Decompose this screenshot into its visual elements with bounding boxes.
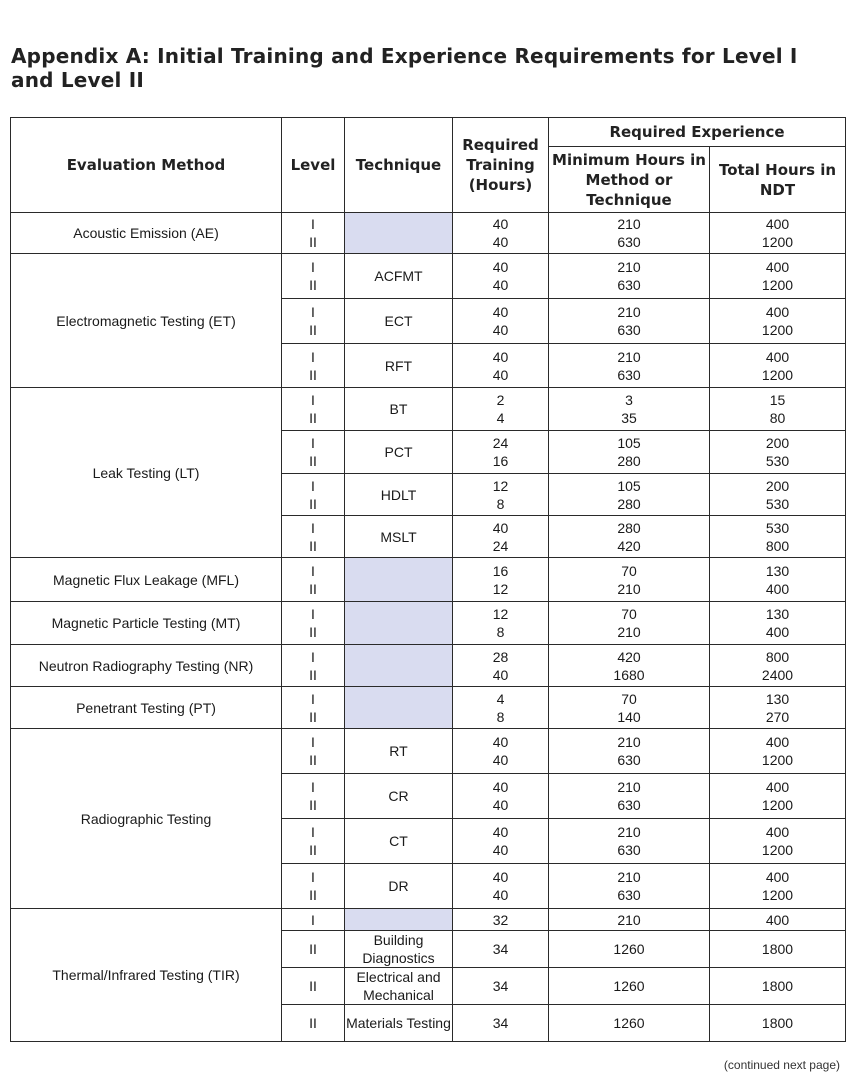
level-value: II — [309, 453, 317, 469]
training-cell — [453, 431, 549, 474]
minimum-hours-cell — [549, 774, 710, 819]
minimum-hours-value: 35 — [621, 410, 637, 426]
level-cell — [282, 931, 345, 968]
training-value: 12 — [492, 606, 509, 622]
level-value: II — [309, 887, 317, 903]
total-hours-value: 1200 — [761, 322, 794, 338]
training-value: 4 — [496, 690, 505, 707]
level-value: II — [309, 842, 317, 858]
total-hours-value: 130 — [765, 606, 790, 622]
level-value: II — [309, 537, 317, 554]
training-value: 16 — [492, 453, 509, 469]
level-value: I — [311, 824, 315, 840]
level-value: II — [309, 234, 317, 250]
total-hours-value: 1800 — [761, 1015, 794, 1031]
training-cell — [453, 909, 549, 931]
total-hours-value: 200 — [765, 477, 790, 494]
level-value: II — [309, 708, 317, 725]
training-value: 34 — [492, 941, 509, 957]
minimum-hours-value: 630 — [617, 887, 641, 903]
evaluation-method-cell: Thermal/Infrared Testing (TIR) — [11, 909, 282, 1042]
level-cell — [282, 299, 345, 344]
total-hours-value: 1800 — [761, 978, 794, 994]
minimum-hours-cell — [549, 819, 710, 864]
minimum-hours-cell — [549, 344, 710, 388]
training-cell — [453, 931, 549, 968]
minimum-hours-value: 1260 — [613, 1015, 645, 1031]
minimum-hours-value: 280 — [617, 519, 641, 536]
minimum-hours-value: 70 — [621, 562, 637, 579]
total-hours-value: 2400 — [761, 666, 794, 683]
technique-cell: Materials Testing — [345, 1005, 453, 1042]
level-value: II — [309, 797, 317, 813]
minimum-hours-value: 210 — [617, 624, 641, 640]
minimum-hours-value: 1260 — [613, 978, 645, 994]
training-value: 40 — [492, 779, 509, 795]
training-value: 2 — [496, 392, 505, 408]
minimum-hours-value: 210 — [617, 734, 641, 750]
minimum-hours-value: 105 — [617, 477, 641, 494]
table-row — [11, 909, 846, 931]
table-row — [11, 602, 846, 645]
total-hours-value: 400 — [765, 734, 790, 750]
total-hours-value: 1200 — [761, 797, 794, 813]
minimum-hours-value: 210 — [617, 580, 641, 597]
table-row — [11, 213, 846, 254]
level-value: II — [309, 366, 317, 383]
minimum-hours-value: 3 — [625, 392, 633, 408]
evaluation-method-cell: Radiographic Testing — [11, 729, 282, 909]
header-required-training: Required Training (Hours) — [453, 118, 549, 213]
total-hours-value: 130 — [765, 690, 790, 707]
evaluation-method-cell: Magnetic Particle Testing (MT) — [11, 602, 282, 645]
level-cell — [282, 687, 345, 729]
minimum-hours-value: 1260 — [613, 941, 645, 957]
total-hours-cell — [710, 729, 846, 774]
training-value: 8 — [496, 708, 505, 725]
total-hours-value: 530 — [765, 519, 790, 536]
training-cell — [453, 213, 549, 254]
evaluation-method-cell: Magnetic Flux Leakage (MFL) — [11, 558, 282, 602]
training-value: 24 — [492, 537, 509, 554]
minimum-hours-cell — [549, 388, 710, 431]
minimum-hours-cell — [549, 931, 710, 968]
total-hours-value: 400 — [765, 348, 790, 365]
minimum-hours-value: 210 — [617, 348, 641, 365]
technique-cell: BT — [345, 388, 453, 431]
total-hours-cell — [710, 645, 846, 687]
total-hours-cell — [710, 687, 846, 729]
training-cell — [453, 774, 549, 819]
training-value: 40 — [492, 887, 509, 903]
table-body — [11, 213, 846, 1042]
level-value: II — [309, 1015, 317, 1031]
training-value: 8 — [496, 495, 505, 512]
total-hours-value: 1200 — [761, 234, 794, 250]
technique-cell: CT — [345, 819, 453, 864]
total-hours-cell — [710, 558, 846, 602]
total-hours-value: 530 — [765, 453, 790, 469]
training-value: 34 — [492, 978, 509, 994]
training-cell — [453, 602, 549, 645]
table-row — [11, 687, 846, 729]
technique-cell: Building Diagnostics — [345, 931, 453, 968]
training-cell — [453, 344, 549, 388]
total-hours-cell — [710, 431, 846, 474]
level-value: I — [311, 606, 315, 622]
total-hours-value: 200 — [765, 435, 790, 451]
total-hours-cell — [710, 344, 846, 388]
level-cell — [282, 1005, 345, 1042]
training-value: 4 — [496, 410, 505, 426]
minimum-hours-value: 70 — [621, 606, 637, 622]
minimum-hours-value: 630 — [617, 234, 641, 250]
training-cell — [453, 645, 549, 687]
header-technique: Technique — [345, 118, 453, 213]
technique-cell: PCT — [345, 431, 453, 474]
training-value: 40 — [492, 869, 509, 885]
minimum-hours-value: 630 — [617, 322, 641, 338]
technique-cell: Electrical and Mechanical — [345, 968, 453, 1005]
minimum-hours-cell — [549, 729, 710, 774]
header-total-hours: Total Hours in NDT — [710, 147, 846, 213]
minimum-hours-value: 140 — [617, 708, 641, 725]
level-value: II — [309, 666, 317, 683]
header-evaluation-method: Evaluation Method — [11, 118, 282, 213]
level-value: II — [309, 752, 317, 768]
minimum-hours-value: 70 — [621, 690, 637, 707]
minimum-hours-value: 210 — [617, 259, 641, 275]
total-hours-value: 1200 — [761, 752, 794, 768]
minimum-hours-cell — [549, 968, 710, 1005]
total-hours-cell — [710, 254, 846, 299]
total-hours-value: 400 — [765, 624, 790, 640]
requirements-table — [10, 117, 846, 1042]
training-value: 40 — [492, 366, 509, 383]
level-value: I — [311, 648, 315, 665]
training-value: 40 — [492, 734, 509, 750]
total-hours-value: 1200 — [761, 842, 794, 858]
level-cell — [282, 729, 345, 774]
total-hours-cell — [710, 968, 846, 1005]
total-hours-value: 800 — [765, 537, 790, 554]
level-cell — [282, 516, 345, 558]
level-cell — [282, 213, 345, 254]
minimum-hours-value: 280 — [617, 495, 641, 512]
technique-cell: DR — [345, 864, 453, 909]
level-value: I — [311, 477, 315, 494]
training-cell — [453, 516, 549, 558]
minimum-hours-cell — [549, 864, 710, 909]
minimum-hours-value: 630 — [617, 842, 641, 858]
total-hours-cell — [710, 864, 846, 909]
training-value: 40 — [492, 824, 509, 840]
training-value: 40 — [492, 322, 509, 338]
training-cell — [453, 729, 549, 774]
level-value: I — [311, 562, 315, 579]
level-value: I — [311, 779, 315, 795]
total-hours-cell — [710, 213, 846, 254]
total-hours-value: 400 — [765, 304, 790, 320]
technique-cell: RT — [345, 729, 453, 774]
technique-cell: HDLT — [345, 474, 453, 516]
level-value: II — [309, 978, 317, 994]
minimum-hours-value: 210 — [617, 869, 641, 885]
level-cell — [282, 774, 345, 819]
minimum-hours-value: 210 — [617, 824, 641, 840]
minimum-hours-cell — [549, 474, 710, 516]
minimum-hours-value: 420 — [617, 537, 641, 554]
minimum-hours-value: 210 — [617, 911, 641, 928]
level-value: I — [311, 734, 315, 750]
total-hours-value: 400 — [765, 779, 790, 795]
level-value: I — [311, 869, 315, 885]
level-value: I — [311, 435, 315, 451]
level-value: I — [311, 392, 315, 408]
training-value: 12 — [492, 580, 509, 597]
minimum-hours-value: 210 — [617, 304, 641, 320]
evaluation-method-cell: Electromagnetic Testing (ET) — [11, 254, 282, 388]
header-required-experience: Required Experience — [549, 118, 846, 147]
total-hours-cell — [710, 388, 846, 431]
minimum-hours-cell — [549, 213, 710, 254]
total-hours-value: 80 — [769, 410, 786, 426]
minimum-hours-cell — [549, 909, 710, 931]
table-row — [11, 388, 846, 431]
total-hours-value: 400 — [765, 259, 790, 275]
total-hours-cell — [710, 819, 846, 864]
minimum-hours-cell — [549, 254, 710, 299]
minimum-hours-cell — [549, 299, 710, 344]
level-cell — [282, 431, 345, 474]
level-value: II — [309, 580, 317, 597]
level-value: I — [311, 304, 315, 320]
total-hours-value: 1200 — [761, 277, 794, 293]
training-cell — [453, 968, 549, 1005]
total-hours-value: 400 — [765, 580, 790, 597]
total-hours-cell — [710, 299, 846, 344]
minimum-hours-value: 1680 — [613, 666, 645, 683]
minimum-hours-value: 210 — [617, 779, 641, 795]
level-cell — [282, 819, 345, 864]
training-value: 40 — [492, 519, 509, 536]
technique-cell — [345, 645, 453, 687]
minimum-hours-cell — [549, 1005, 710, 1042]
table-row — [11, 645, 846, 687]
table-row — [11, 254, 846, 299]
total-hours-cell — [710, 516, 846, 558]
header-minimum-hours: Minimum Hours in Method or Technique — [549, 147, 710, 213]
total-hours-value: 400 — [765, 911, 790, 928]
minimum-hours-value: 210 — [617, 216, 641, 232]
training-cell — [453, 558, 549, 602]
technique-cell: ECT — [345, 299, 453, 344]
level-value: II — [309, 322, 317, 338]
level-cell — [282, 388, 345, 431]
training-value: 16 — [492, 562, 509, 579]
training-value: 40 — [492, 842, 509, 858]
total-hours-value: 530 — [765, 495, 790, 512]
evaluation-method-cell: Penetrant Testing (PT) — [11, 687, 282, 729]
level-value: II — [309, 495, 317, 512]
total-hours-value: 800 — [765, 648, 790, 665]
training-value: 40 — [492, 666, 509, 683]
total-hours-value: 270 — [765, 708, 790, 725]
level-value: II — [309, 624, 317, 640]
training-cell — [453, 299, 549, 344]
training-value: 24 — [492, 435, 509, 451]
technique-cell — [345, 602, 453, 645]
minimum-hours-cell — [549, 431, 710, 474]
training-value: 28 — [492, 648, 509, 665]
total-hours-value: 400 — [765, 824, 790, 840]
minimum-hours-value: 420 — [617, 648, 641, 665]
minimum-hours-cell — [549, 687, 710, 729]
level-cell — [282, 864, 345, 909]
level-value: II — [309, 277, 317, 293]
level-cell — [282, 909, 345, 931]
level-value: I — [311, 911, 315, 928]
minimum-hours-value: 630 — [617, 366, 641, 383]
training-cell — [453, 388, 549, 431]
technique-cell — [345, 213, 453, 254]
minimum-hours-value: 630 — [617, 752, 641, 768]
table-row — [11, 558, 846, 602]
minimum-hours-value: 630 — [617, 797, 641, 813]
level-cell — [282, 558, 345, 602]
training-value: 40 — [492, 259, 509, 275]
training-value: 40 — [492, 797, 509, 813]
training-value: 8 — [496, 624, 505, 640]
level-value: II — [309, 410, 317, 426]
level-value: I — [311, 216, 315, 232]
training-value: 34 — [492, 1015, 509, 1031]
minimum-hours-cell — [549, 516, 710, 558]
level-cell — [282, 602, 345, 645]
level-value: I — [311, 348, 315, 365]
technique-cell: RFT — [345, 344, 453, 388]
training-cell — [453, 864, 549, 909]
level-value: I — [311, 519, 315, 536]
level-value: I — [311, 690, 315, 707]
header-level: Level — [282, 118, 345, 213]
training-value: 40 — [492, 234, 509, 250]
training-cell — [453, 1005, 549, 1042]
total-hours-value: 15 — [769, 392, 786, 408]
evaluation-method-cell: Leak Testing (LT) — [11, 388, 282, 558]
technique-cell: ACFMT — [345, 254, 453, 299]
training-value: 40 — [492, 277, 509, 293]
total-hours-cell — [710, 1005, 846, 1042]
minimum-hours-cell — [549, 558, 710, 602]
level-value: I — [311, 259, 315, 275]
training-value: 40 — [492, 348, 509, 365]
page-title: Appendix A: Initial Training and Experience Requirements for Level I and Level II — [11, 44, 798, 92]
technique-cell — [345, 558, 453, 602]
evaluation-method-cell: Neutron Radiography Testing (NR) — [11, 645, 282, 687]
training-cell — [453, 474, 549, 516]
total-hours-cell — [710, 602, 846, 645]
level-cell — [282, 968, 345, 1005]
technique-cell — [345, 687, 453, 729]
evaluation-method-cell: Acoustic Emission (AE) — [11, 213, 282, 254]
level-cell — [282, 474, 345, 516]
training-cell — [453, 819, 549, 864]
training-value: 32 — [492, 911, 509, 928]
total-hours-value: 1200 — [761, 887, 794, 903]
minimum-hours-value: 280 — [617, 453, 641, 469]
continued-note: (continued next page) — [723, 1058, 840, 1072]
table-row — [11, 729, 846, 774]
minimum-hours-cell — [549, 602, 710, 645]
total-hours-cell — [710, 909, 846, 931]
total-hours-value: 1800 — [761, 941, 794, 957]
level-cell — [282, 344, 345, 388]
minimum-hours-cell — [549, 645, 710, 687]
technique-cell: CR — [345, 774, 453, 819]
technique-cell: MSLT — [345, 516, 453, 558]
training-cell — [453, 254, 549, 299]
total-hours-value: 400 — [765, 216, 790, 232]
minimum-hours-value: 630 — [617, 277, 641, 293]
training-cell — [453, 687, 549, 729]
total-hours-value: 130 — [765, 562, 790, 579]
training-value: 40 — [492, 216, 509, 232]
level-value: II — [309, 941, 317, 957]
technique-cell — [345, 909, 453, 931]
level-cell — [282, 254, 345, 299]
total-hours-value: 1200 — [761, 366, 794, 383]
total-hours-cell — [710, 474, 846, 516]
level-cell — [282, 645, 345, 687]
training-value: 40 — [492, 752, 509, 768]
training-value: 12 — [492, 477, 509, 494]
training-value: 40 — [492, 304, 509, 320]
total-hours-cell — [710, 774, 846, 819]
minimum-hours-value: 105 — [617, 435, 641, 451]
total-hours-cell — [710, 931, 846, 968]
total-hours-value: 400 — [765, 869, 790, 885]
